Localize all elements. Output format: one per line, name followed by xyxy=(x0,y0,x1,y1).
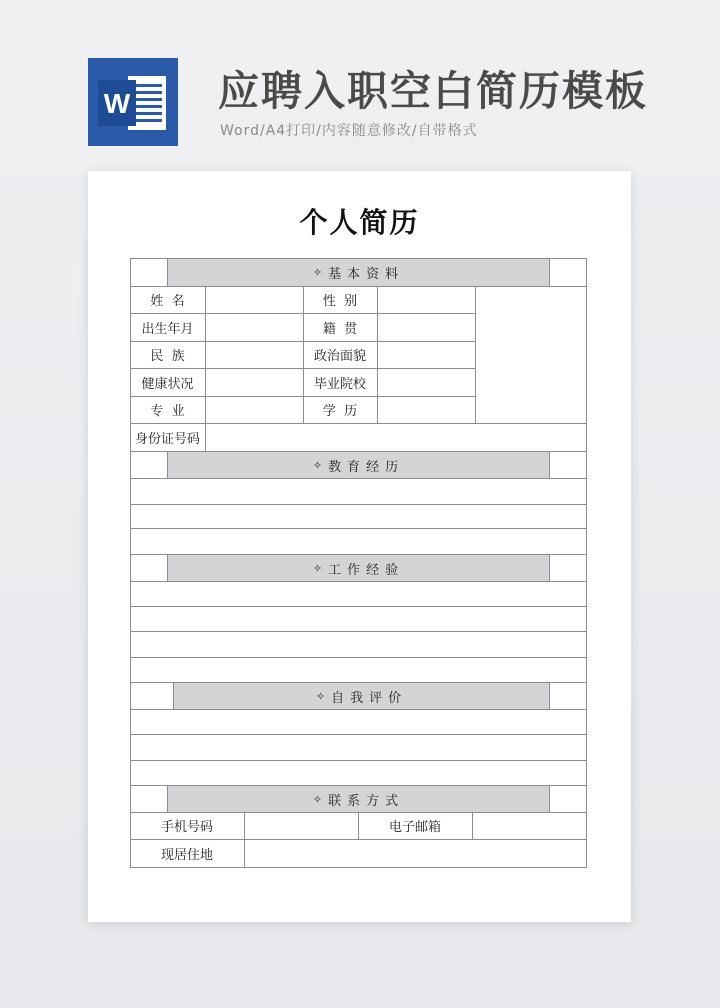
label-major: 专 业 xyxy=(150,404,185,419)
resume-title: 个人简历 xyxy=(299,206,420,239)
label-gender: 性 别 xyxy=(322,294,358,309)
label-ethnicity: 民 族 xyxy=(150,349,185,364)
diamond-star-icon: ✧ xyxy=(312,561,323,575)
label-address: 现居住地 xyxy=(160,847,213,863)
diamond-star-icon: ✧ xyxy=(312,266,323,279)
label-degree: 学 历 xyxy=(322,404,358,419)
diamond-star-icon: ✧ xyxy=(315,689,326,703)
label-school: 毕业院校 xyxy=(313,376,366,392)
section-basic-info: ✧ 基本资料 xyxy=(168,259,549,286)
resume-table xyxy=(88,171,631,922)
diamond-star-icon: ✧ xyxy=(312,458,323,472)
label-birth: 出生年月 xyxy=(141,321,194,337)
diamond-star-icon: ✧ xyxy=(312,792,323,806)
resume-paper xyxy=(88,171,631,922)
word-logo-icon xyxy=(88,58,178,146)
section-contact: ✧ 联系方式 xyxy=(168,786,549,812)
section-self-evaluation: ✧ 自我评价 xyxy=(174,683,549,709)
section-education: ✧ 教育经历 xyxy=(168,452,549,478)
page-title: 应聘入职空白简历模板 xyxy=(218,67,648,115)
label-email: 电子邮箱 xyxy=(388,820,441,835)
label-health: 健康状况 xyxy=(141,376,194,392)
page-subtitle: Word/A4打印/内容随意修改/自带格式 xyxy=(220,123,478,139)
label-id-number: 身份证号码 xyxy=(134,431,200,447)
label-phone: 手机号码 xyxy=(160,820,213,835)
section-work-experience: ✧ 工作经验 xyxy=(168,555,549,581)
label-name: 姓 名 xyxy=(150,294,185,309)
word-logo-letter: W xyxy=(103,88,131,119)
label-hometown: 籍 贯 xyxy=(322,321,358,337)
label-politics: 政治面貌 xyxy=(313,349,366,364)
